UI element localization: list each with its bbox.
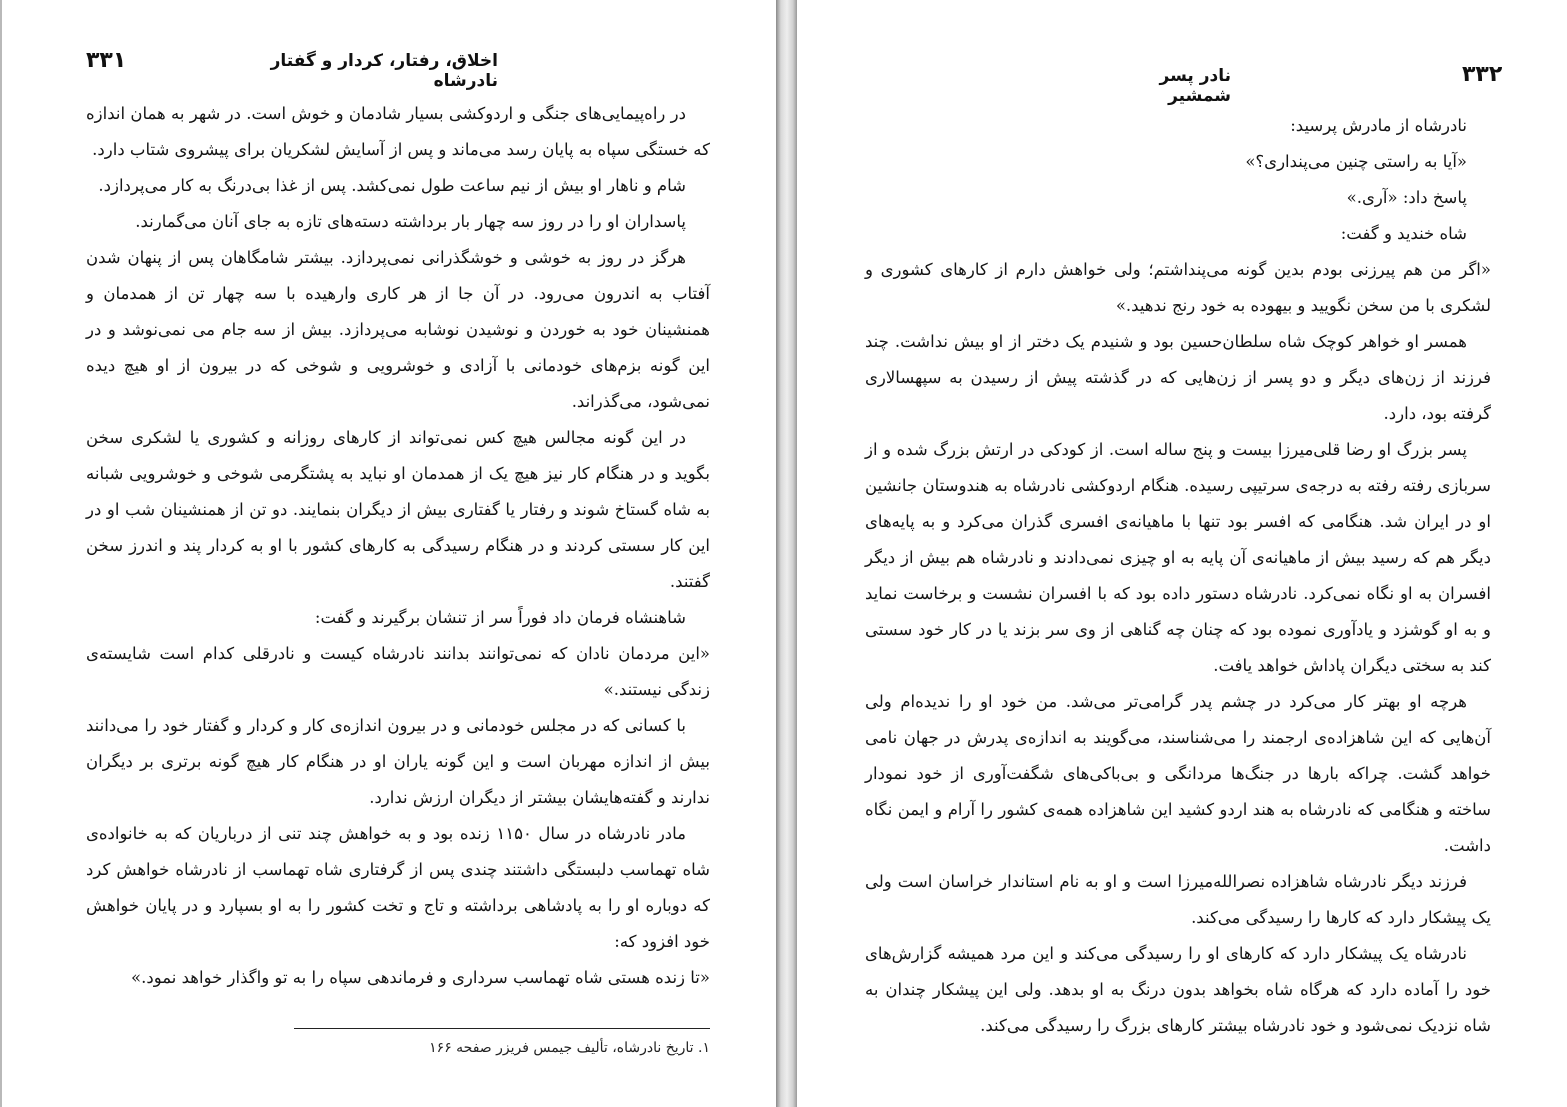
paragraph: همسر او خواهر کوچک شاه سلطان‌حسین بود و شنیدم یک دختر از او بیش نداشت. چند فرزند از زن‌های دیگر و دو پسر از زن‌هایی که در گذشته پیش از رسیدن به سپهسالاری گرفته بود، دارد. — [865, 332, 1491, 423]
paragraph: با کسانی که در مجلس خودمانی و در بیرون اندازه‌ی کار و کردار و گفتار خود را می‌دانند بیش از اندازه مهربان است و این گونه یاران او در هنگام کار هیچ گونه برتری بر دیگران ندارند و گفته‌هایشان بیشتر از دیگران ارزش ندارد. — [86, 716, 710, 807]
paragraph: پاسداران او را در روز سه چهار بار برداشته دسته‌های تازه به جای آنان می‌گمارند. — [135, 212, 686, 231]
page-body — [86, 96, 710, 996]
paragraph: پسر بزرگ او رضا قلی‌میرزا بیست و پنج ساله است. از کودکی در ارتش بزرگ شده و از سربازی رفته رفته به درجه‌ی سرتیپی رسیده. هنگام اردوکشی نادرشاه به هندوستان جانشین او در ایران شد. هنگامی که افسر بود تنها با ماهیانه‌ی افسری گذران می‌کرد و به پایه‌های دیگر هم که رسید بیش از ماهیانه‌ی آن پایه به او چیزی نمی‌دادند و نادرشاه هم بیش از دیگر افسران به او نگاه نمی‌کرد. نادرشاه دستور داده بود که با افسران نشست و برخاست نماید و به او گوشزد و یادآوری نموده بود که چنان چه گناهی از وی سر بزند یا در کار خود سستی کند به سختی دیگران پاداش خواهد یافت. — [865, 440, 1491, 675]
paragraph: شام و ناهار او بیش از نیم ساعت طول نمی‌کشد. پس از غذا بی‌درنگ به کار می‌پردازد. — [98, 176, 686, 195]
paragraph: شاه خندید و گفت: — [1340, 224, 1467, 243]
footnote: ۱. تاریخ نادرشاه، تألیف جیمس فریزر صفحه ۱۶۶ — [429, 1040, 710, 1056]
page-gutter — [776, 0, 797, 1107]
left-page — [0, 0, 776, 1107]
quote-paragraph: «تا زنده هستی شاه تهماسب سرداری و فرماندهی سپاه را به تو واگذار خواهد نمود.» — [131, 968, 710, 987]
paragraph: نادرشاه یک پیشکار دارد که کارهای او را رسیدگی می‌کند و این مرد همیشه گزارش‌های خود را آماده دارد که هرگاه شاه بخواهد بدون درنگ به او بدهد. ولی این پیشکار چندان به شاه نزدیک نمی‌شود و خود نادرشاه بیشتر کارهای بزرگ را رسیدگی می‌کند. — [865, 944, 1491, 1035]
paragraph: پاسخ داد: «آری.» — [1346, 188, 1467, 207]
page-number: ۳۳۲ — [1462, 62, 1503, 87]
page-number: ۳۳۱ — [86, 48, 127, 73]
quote-paragraph: «این مردمان نادان که نمی‌توانند بدانند نادرشاه کیست و نادرقلی کدام است شایسته‌ی زندگی نیستند.» — [86, 644, 710, 699]
quote-paragraph: «اگر من هم پیرزنی بودم بدین گونه می‌پنداشتم؛ ولی خواهش دارم از کارهای کشوری و لشکری با من سخن نگویید و بیهوده به خود رنج ندهید.» — [865, 260, 1491, 315]
right-page — [797, 0, 1567, 1107]
paragraph: در این گونه مجالس هیچ کس نمی‌تواند از کارهای روزانه و کشوری یا لشکری سخن بگوید و در هنگام کار نیز هیچ یک از همدمان او نباید به پشتگرمی شوخی و خوشرویی شبانه به شاه گستاخ شوند و رفتار یا گفتاری بیش از دیگران بنمایند. دو تن از همنشینان شب او در این کار سستی کردند و در هنگام رسیدگی به کارهای کشور با او به کردار پند و اندرز سخن گفتند. — [86, 428, 710, 591]
paragraph: در راه‌پیمایی‌های جنگی و اردوکشی بسیار شادمان و خوش است. در شهر به همان اندازه که خستگی سپاه به پایان رسد می‌ماند و پس از آسایش لشکریان برای پیشروی شتاب دارد. — [86, 104, 710, 159]
paragraph: فرزند دیگر نادرشاه شاهزاده نصرالله‌میرزا است و او به نام استاندار خراسان است ولی یک پیشکار دارد که کارها را رسیدگی می‌کند. — [865, 872, 1491, 927]
footnote-divider — [294, 1028, 710, 1029]
running-header: نادر پسر شمشیر — [1159, 66, 1231, 106]
running-header: اخلاق، رفتار، کردار و گفتار نادرشاه — [270, 51, 498, 91]
paragraph: نادرشاه از مادرش پرسید: — [1290, 116, 1467, 135]
quote-paragraph: «آیا به راستی چنین می‌پنداری؟» — [1245, 152, 1467, 171]
paragraph: شاهنشاه فرمان داد فوراً سر از تنشان برگیرند و گفت: — [314, 608, 686, 627]
paragraph: هرچه او بهتر کار می‌کرد در چشم پدر گرامی‌تر می‌شد. من خود او را ندیده‌ام ولی آن‌هایی که این شاهزاده‌ی ارجمند را می‌شناسند، می‌گویند به اندازه‌ی پدرش در جهان نامی خواهد گشت. چراکه بارها در جنگ‌ها مردانگی و بی‌باکی‌های شگفت‌آوری از خود نمودار ساخته و هنگامی که نادرشاه به هند اردو کشید این شاهزاده همه‌ی کشور را آرام و ایمن نگاه داشت. — [865, 692, 1491, 855]
paragraph: هرگز در روز به خوشی و خوشگذرانی نمی‌پردازد. بیشتر شامگاهان پس از پنهان شدن آفتاب به اندرون می‌رود. در آن جا از هر کاری وارهیده با سه چهار تن از همدمان و همنشینان خود به خوردن و نوشیدن نوشابه می‌پردازد. بیش از سه جام می نمی‌نوشد و در این گونه بزم‌های خودمانی با آزادی و خوشرویی و شوخی که در بیرون از او هیچ دیده نمی‌شود، می‌گذراند. — [86, 248, 710, 411]
paragraph: مادر نادرشاه در سال ۱۱۵۰ زنده بود و به خواهش چند تنی از درباریان که به خانواده‌ی شاه تهماسب دلبستگی داشتند چندی پس از گرفتاری شاه تهماسب از نادرشاه خواهش کرد که دوباره او را به پادشاهی برداشته و تاج و تخت کشور را به او بسپارد و در پایان خواهش خود افزود که: — [86, 824, 710, 951]
page-body — [865, 108, 1491, 1044]
